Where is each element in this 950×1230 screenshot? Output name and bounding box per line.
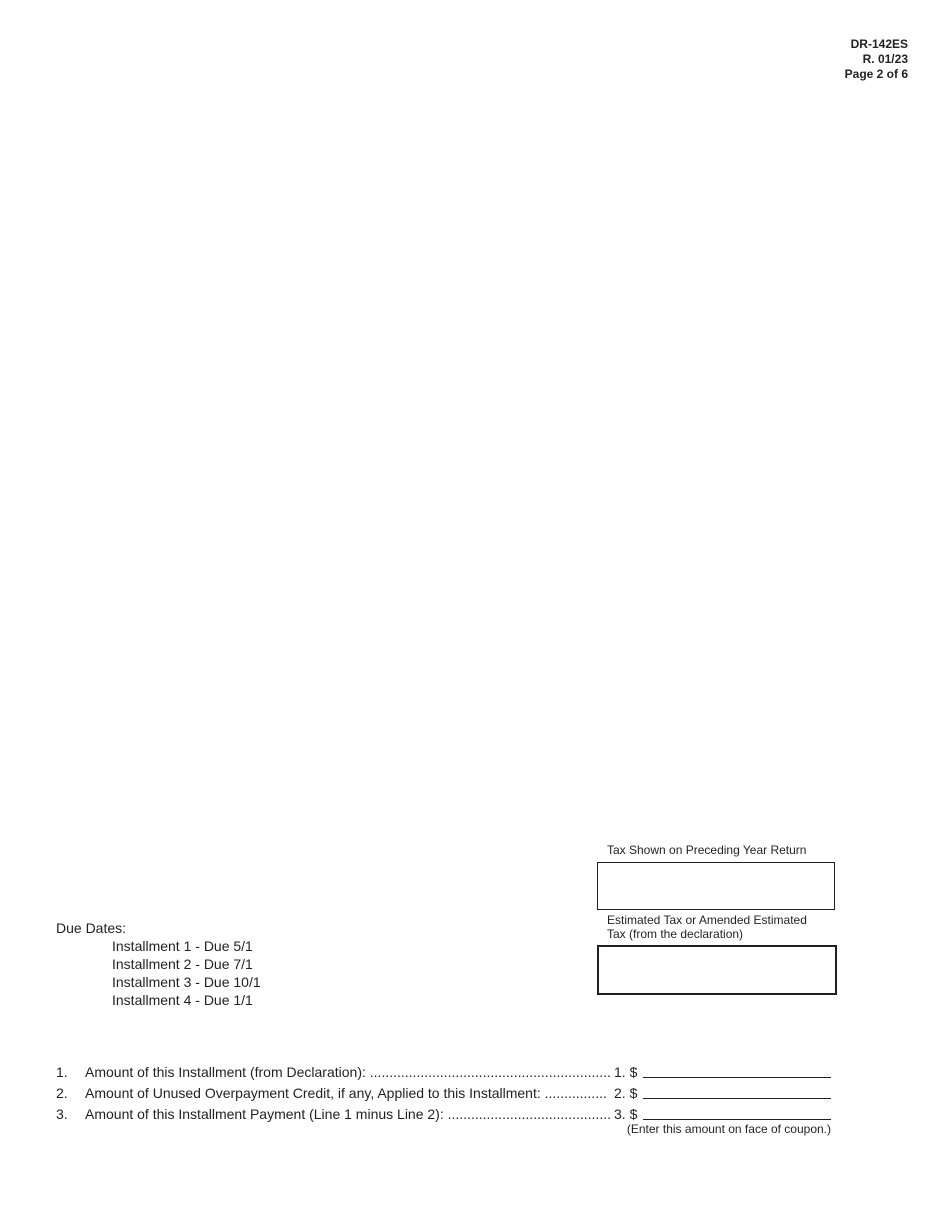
form-id: DR-142ES [850,37,908,51]
line-number: 2. [56,1085,68,1101]
estimated-tax-label-line1: Estimated Tax or Amended Estimated [607,913,807,927]
line-2 [56,1084,836,1102]
line-number: 1. [56,1064,68,1080]
line-ref: 2. $ [614,1085,638,1101]
estimated-tax-label [607,913,837,941]
line-3 [56,1105,836,1123]
installment-amount-field[interactable] [643,1077,831,1078]
overpayment-credit-field[interactable] [643,1098,831,1099]
installment-item: Installment 2 - Due 7/1 [112,956,253,972]
due-dates [56,919,261,1009]
coupon-note: (Enter this amount on face of coupon.) [626,1122,831,1136]
installment-list [56,937,261,1009]
installment-item: Installment 4 - Due 1/1 [112,992,253,1008]
preceding-year-tax-field[interactable] [597,862,835,910]
line-ref: 3. $ [614,1106,638,1122]
line-1 [56,1063,836,1081]
installment-item: Installment 1 - Due 5/1 [112,938,253,954]
estimated-tax-label-line2: Tax (from the declaration) [607,927,744,941]
line-description: Amount of this Installment Payment (Line 1 minus Line 2): .......................................... [85,1106,611,1122]
line-number: 3. [56,1106,68,1122]
installment-payment-field[interactable] [643,1119,831,1120]
page-number: Page 2 of 6 [844,67,908,81]
line-description: Amount of Unused Overpayment Credit, if any, Applied to this Installment: ................ [85,1085,607,1101]
line-ref: 1. $ [614,1064,638,1080]
preceding-year-label: Tax Shown on Preceding Year Return [607,843,807,857]
form-revision: R. 01/23 [862,52,908,66]
form-header [845,37,908,82]
estimated-tax-field[interactable] [597,945,837,995]
installment-item: Installment 3 - Due 10/1 [112,974,261,990]
due-dates-title: Due Dates: [56,920,127,936]
line-description: Amount of this Installment (from Declaration): .............................................................. [85,1064,611,1080]
